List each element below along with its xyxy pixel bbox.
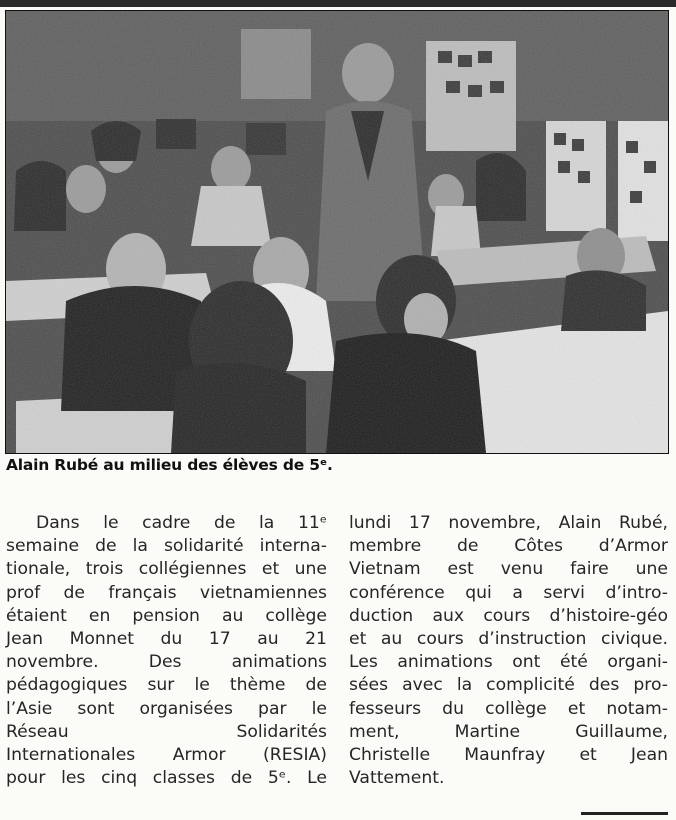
- article-line: membre de Côtes d’Armor: [349, 536, 668, 557]
- article-line: l’Asie sont organisées par le: [6, 698, 327, 719]
- article-line: conférence qui a servi d’intro-: [349, 582, 668, 603]
- article-line: Réseau Solidarités: [6, 721, 327, 742]
- article-line: novembre. Des animations: [6, 652, 327, 673]
- article-line: sées avec la complicité des pro-: [349, 675, 668, 696]
- article-line: et au cours d’instruction civique.: [349, 628, 668, 649]
- article-line: tionale, trois collégiennes et une: [6, 559, 327, 580]
- photo-caption: Alain Rubé au milieu des élèves de 5ᵉ.: [6, 456, 333, 474]
- article-column-right: [349, 512, 668, 790]
- end-of-article-rule: [581, 812, 668, 815]
- article-line: pédagogiques sur le thème de: [6, 675, 327, 696]
- article-line: Christelle Maunfray et Jean: [349, 744, 668, 765]
- article-line: ment, Martine Guillaume,: [349, 721, 668, 742]
- article-column-left: [6, 512, 327, 790]
- classroom-photo-illustration: [6, 11, 668, 453]
- article-line: Vietnam est venu faire une: [349, 559, 668, 580]
- article-line: étaient en pension au collège: [6, 605, 327, 626]
- article-line: Jean Monnet du 17 au 21: [6, 628, 327, 649]
- article-line: Dans le cadre de la 11ᵉ: [36, 513, 327, 533]
- article-line: pour les cinq classes de 5ᵉ. Le: [6, 768, 327, 789]
- article-line: duction aux cours d’histoire-géo: [349, 605, 668, 626]
- article-line: semaine de la solidarité interna-: [6, 536, 327, 557]
- article-line: prof de français vietnamiennes: [6, 582, 327, 603]
- article-line: Vattement.: [349, 768, 445, 789]
- article-line: Internationales Armor (RESIA): [6, 744, 327, 765]
- article-line: Les animations ont été organi-: [349, 652, 668, 673]
- top-rule: [0, 0, 676, 7]
- article-line: lundi 17 novembre, Alain Rubé,: [349, 513, 668, 533]
- article-line: fesseurs du collège et notam-: [349, 698, 668, 719]
- classroom-photo: [5, 10, 669, 454]
